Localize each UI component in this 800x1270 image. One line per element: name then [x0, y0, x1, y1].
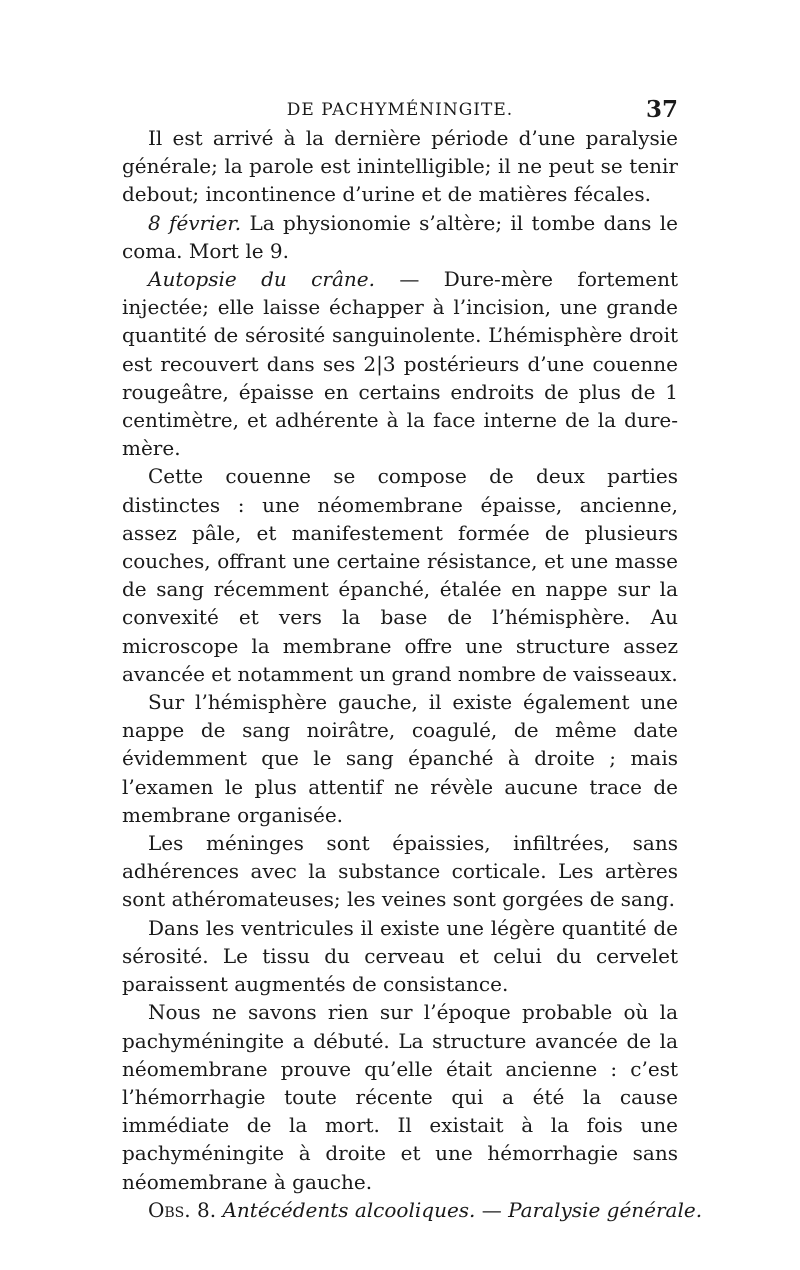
- obs-dash: —: [481, 1197, 502, 1222]
- obs-title-part2: Paralysie générale.: [508, 1197, 703, 1222]
- date-lead: 8 février.: [148, 210, 242, 235]
- paragraph-5: [122, 688, 678, 829]
- paragraph-text: Les méninges sont épaissies, infiltrées, sans adhérences avec la substance corticale. Les artères sont athéromateuses; les veines sont gorgées de sang.: [122, 831, 678, 912]
- paragraph-text: Sur l’hémisphère gauche, il existe également une nappe de sang noirâtre, coagulé, de même date évidemment que le sang épanché à droite ; mais l’examen le plus attentif ne révèle aucune trace de membrane organisée.: [122, 690, 678, 827]
- paragraph-text: Nous ne savons rien sur l’époque probable où la pachyméningite a débuté. La structure avancée de la néomembrane prouve qu’elle était ancienne : c’est l’hémorrhagie toute récente qui a été la cause immédiate de la mort. Il existait à la fois une pachyméningite à droite et une hémorrhagie sans néomembrane à gauche.: [122, 1000, 678, 1194]
- paragraph-text: — Dure-mère fortement injectée; elle laisse échapper à l’incision, une grande quantité de sérosité sanguinolente. L’hémisphère droit est recouvert dans ses 2|3 postérieurs d’une couenne rougeâtre, épaisse en certains endroits de plus de 1 centimètre, et adhérente à la face interne de la dure-mère.: [122, 267, 679, 461]
- paragraph-4: [122, 462, 678, 688]
- paragraph-8: [122, 998, 678, 1195]
- obs-label: Obs.: [148, 1197, 191, 1222]
- observation-heading: [122, 1196, 703, 1224]
- body-text: [122, 124, 703, 1224]
- autopsy-lead: Autopsie du crâne.: [148, 267, 375, 292]
- running-title: DE PACHYMÉNINGITE.: [286, 100, 514, 120]
- paragraph-6: [122, 829, 678, 914]
- page-number: 37: [645, 96, 678, 123]
- paragraph-text: Cette couenne se compose de deux parties distinctes : une néomembrane épaisse, ancienne, assez pâle, et manifestement formée de plusieurs couches, offrant une certaine résistance, et une masse de sang récemment épanché, étalée en nappe sur la convexité et vers la base de l’hémisphère. Au microscope la membrane offre une structure assez avancée et notamment un grand nombre de vaisseaux.: [122, 464, 678, 686]
- paragraph-3: [122, 265, 678, 462]
- obs-number: 8.: [197, 1197, 217, 1222]
- paragraph-7: [122, 914, 678, 999]
- paragraph-2: [122, 209, 678, 265]
- paragraph-text: Il est arrivé à la dernière période d’une paralysie générale; la parole est inintelligible; il ne peut se tenir debout; incontinence d’urine et de matières fécales.: [122, 126, 678, 207]
- running-head: [122, 96, 678, 126]
- paragraph-text: Dans les ventricules il existe une légère quantité de sérosité. Le tissu du cerveau et celui du cervelet paraissent augmentés de consistance.: [122, 915, 678, 997]
- obs-title-part1: Antécédents alcooliques.: [222, 1197, 476, 1222]
- paragraph-text: La physionomie s’altère; il tombe dans le coma. Mort le 9.: [122, 210, 678, 263]
- paragraph-1: [122, 124, 678, 209]
